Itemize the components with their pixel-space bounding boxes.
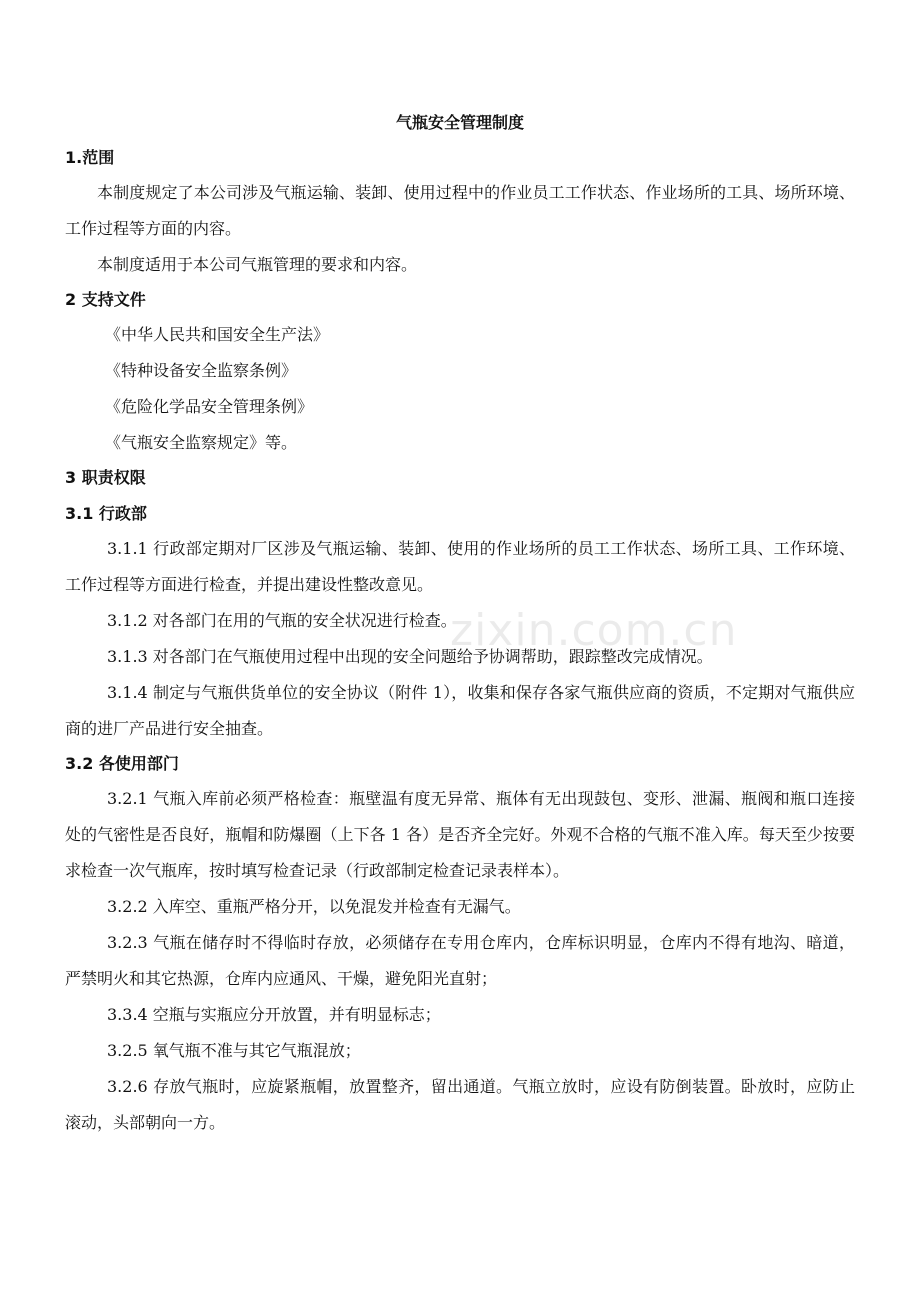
clause-3-1-4: 3.1.4 制定与气瓶供货单位的安全协议（附件 1），收集和保存各家气瓶供应商的资质，不定期对气瓶供应商的进厂产品进行安全抽查。 [65,683,855,738]
clause-3-2-3: 3.2.3 气瓶在储存时不得临时存放，必须储存在专用仓库内，仓库标识明显，仓库内不得有地沟、暗道，严禁明火和其它热源，仓库内应通风、干燥，避免阳光直射； [65,933,855,988]
supporting-doc-item: 《中华人民共和国安全生产法》 [105,325,330,344]
supporting-doc-item: 《特种设备安全监察条例》 [105,361,298,380]
subsection-heading-admin: 3.1 行政部 [65,504,147,523]
clause-3-2-6: 3.2.6 存放气瓶时，应旋紧瓶帽，放置整齐，留出通道。气瓶立放时，应设有防倒装置。卧放时，应防止滚动，头部朝向一方。 [65,1077,855,1132]
scope-paragraph-2: 本制度适用于本公司气瓶管理的要求和内容。 [97,255,418,274]
scope-paragraph-1: 本制度规定了本公司涉及气瓶运输、装卸、使用过程中的作业员工工作状态、作业场所的工具、场所环境、工作过程等方面的内容。 [65,183,855,238]
document-body [65,145,855,1141]
clause-3-1-3: 3.1.3 对各部门在气瓶使用过程中出现的安全问题给予协调帮助，跟踪整改完成情况。 [107,647,713,666]
subsection-heading-user-departments: 3.2 各使用部门 [65,754,179,773]
supporting-doc-item: 《气瓶安全监察规定》等。 [105,433,298,452]
section-heading-responsibilities: 3 职责权限 [65,468,146,487]
clause-3-2-5: 3.2.5 氧气瓶不准与其它气瓶混放； [107,1041,361,1060]
clause-3-1-2: 3.1.2 对各部门在用的气瓶的安全状况进行检查。 [107,611,457,630]
clause-3-2-2: 3.2.2 入库空、重瓶严格分开，以免混发并检查有无漏气。 [107,897,521,916]
section-heading-supporting-docs: 2 支持文件 [65,290,146,309]
document-title: 气瓶安全管理制度 [395,113,524,132]
supporting-doc-item: 《危险化学品安全管理条例》 [105,397,314,416]
clause-3-2-1: 3.2.1 气瓶入库前必须严格检查：瓶壁温有度无异常、瓶体有无出现鼓包、变形、泄漏、瓶阀和瓶口连接处的气密性是否良好，瓶帽和防爆圈（上下各 1 各）是否齐全完好。外观不合格的气瓶不准入库。每天至少按要求检查一次气瓶库，按时填写检查记录（行政部制定检查记录表样本）。 [65,789,855,880]
watermark-text: zixin.com.cn [450,605,738,656]
clause-3-1-1: 3.1.1 行政部定期对厂区涉及气瓶运输、装卸、使用的作业场所的员工工作状态、场所工具、工作环境、工作过程等方面进行检查，并提出建设性整改意见。 [65,539,855,594]
section-heading-scope: 1.范围 [65,148,115,167]
clause-3-3-4: 3.3.4 空瓶与实瓶应分开放置，并有明显标志； [107,1005,441,1024]
